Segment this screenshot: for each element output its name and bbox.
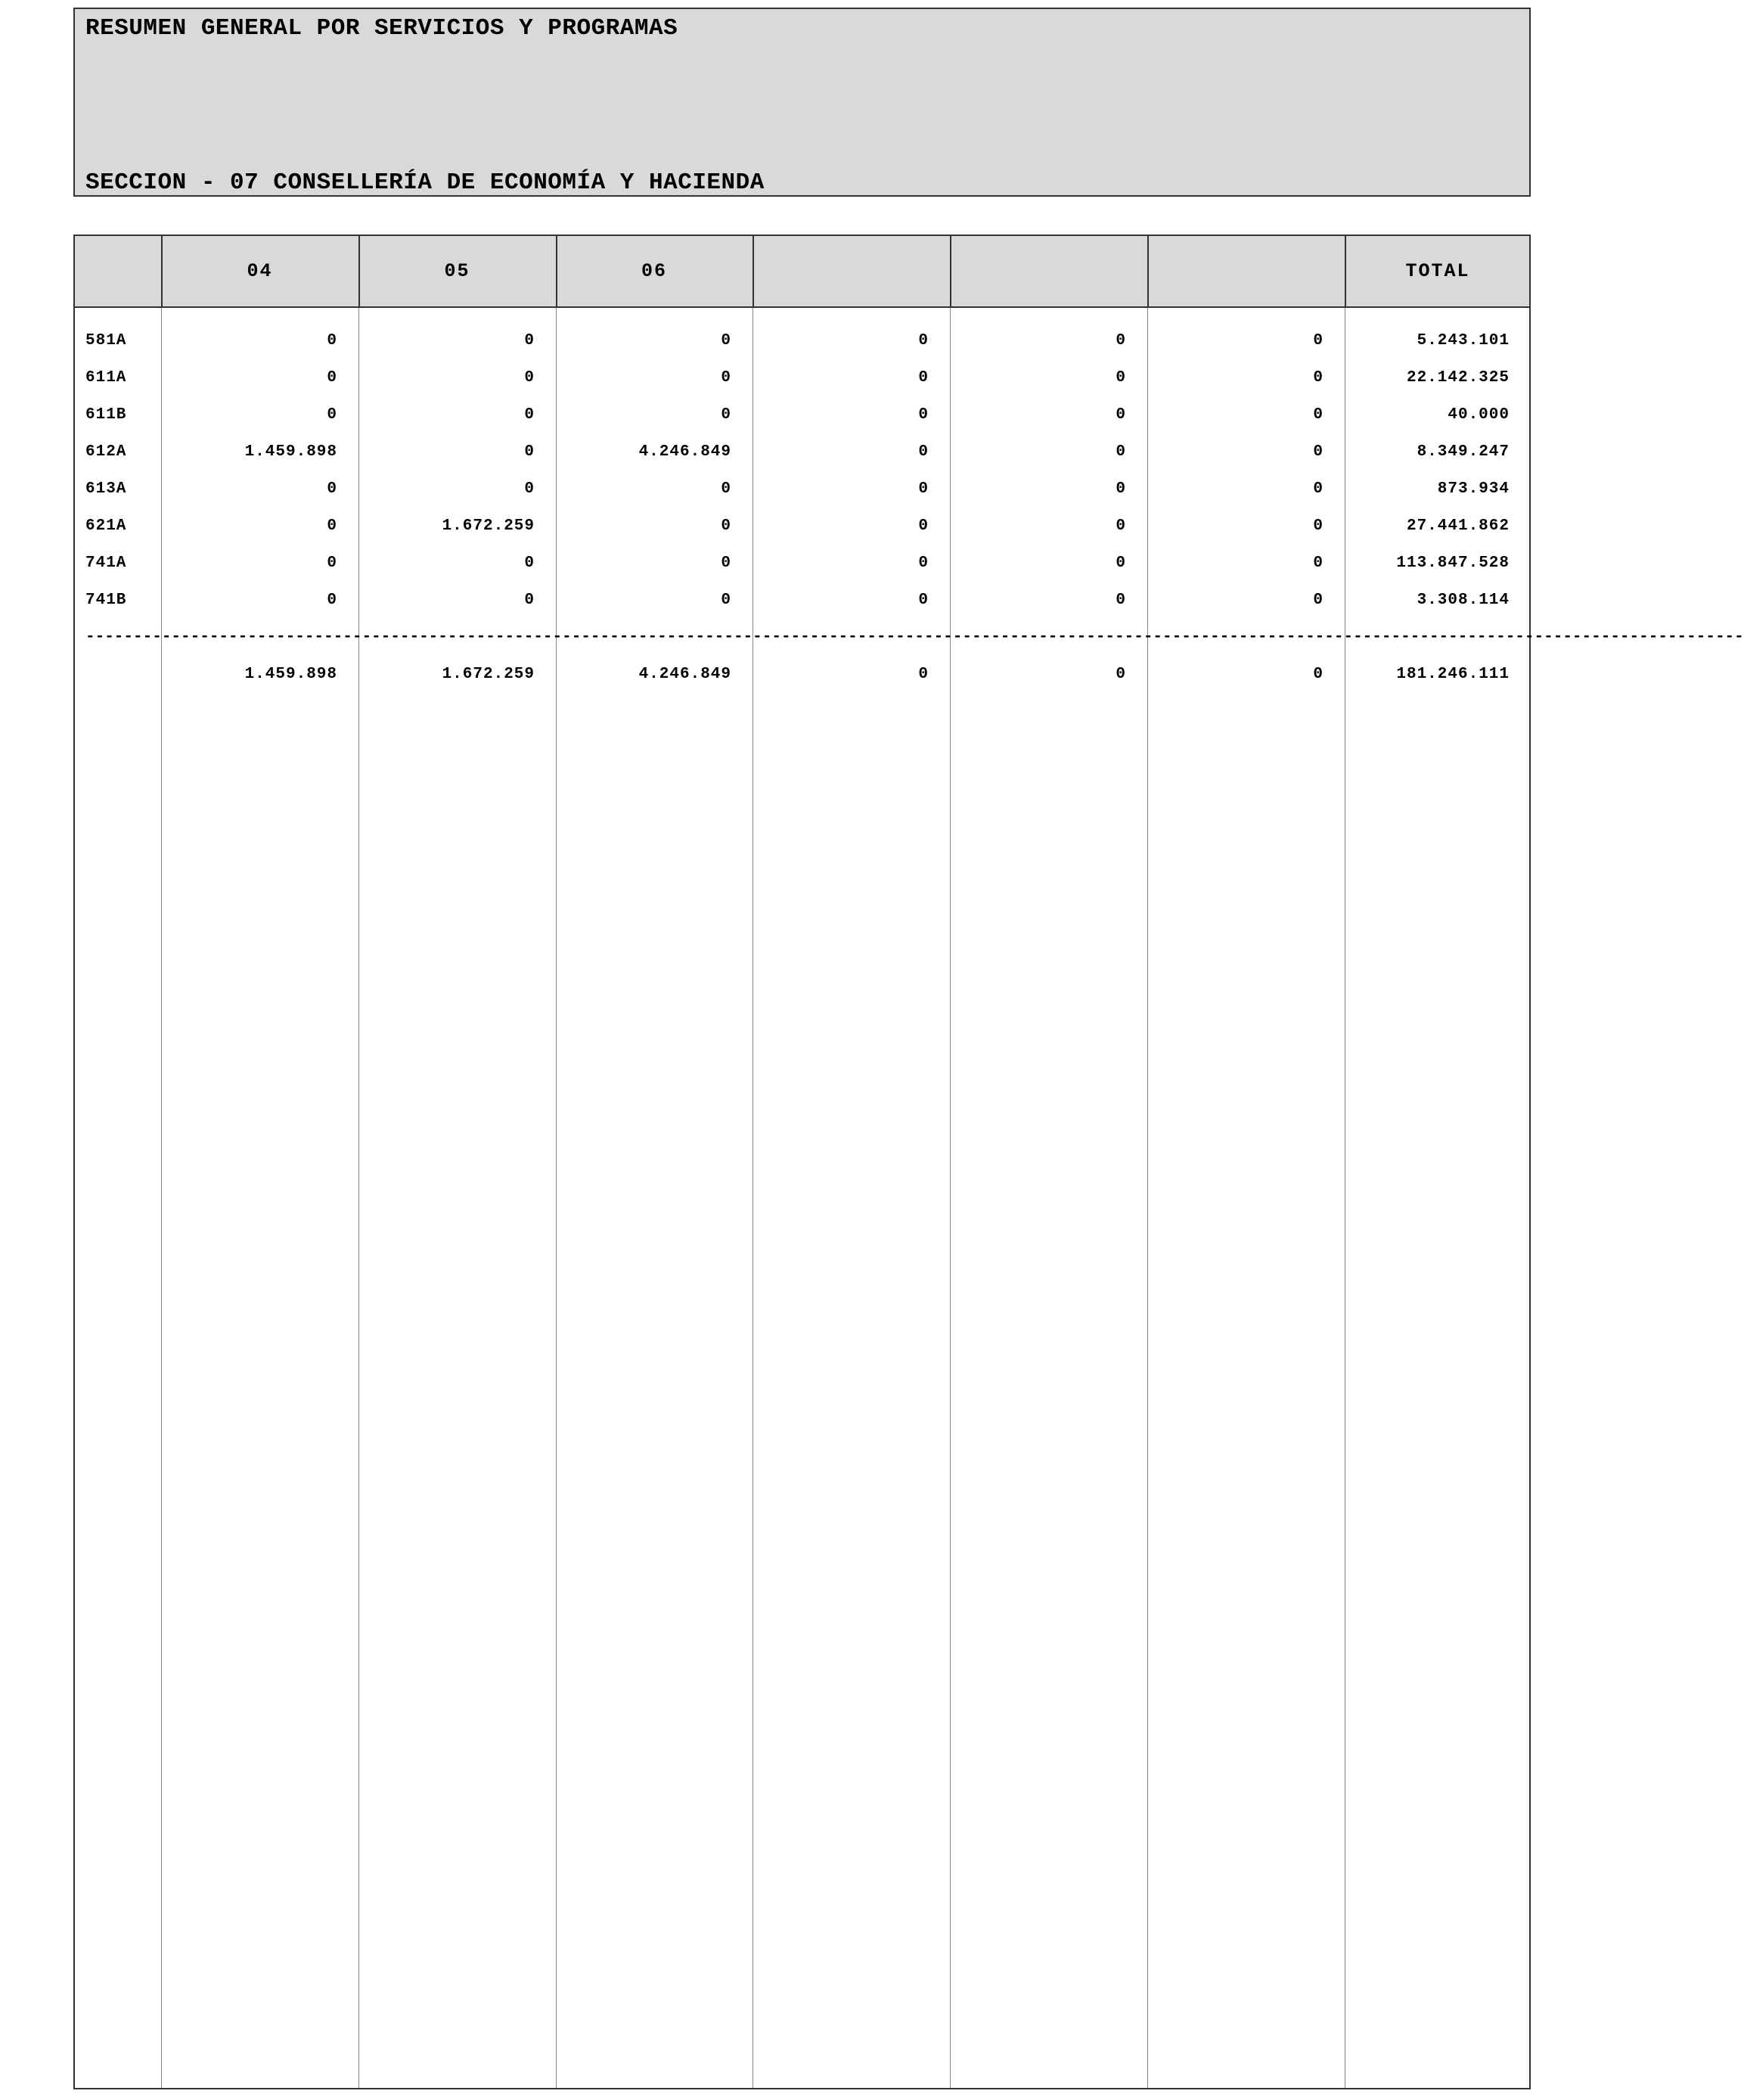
value-cell: 0 (524, 480, 535, 498)
value-cell: 0 (721, 480, 731, 498)
value-cell: 0 (721, 555, 731, 572)
separator-row (75, 619, 1744, 656)
value-cell: 0 (918, 369, 929, 387)
value-cell: 0 (918, 555, 929, 572)
value-cell: 0 (1116, 666, 1126, 683)
value-cell: 27.441.862 (1406, 517, 1510, 535)
value-cell: 0 (524, 406, 535, 424)
value-cell: 0 (721, 332, 731, 349)
value-cell: 0 (1116, 369, 1126, 387)
value-cell: 0 (918, 443, 929, 461)
value-cell: 0 (1313, 332, 1324, 349)
column-header (75, 236, 161, 306)
totals-row (75, 656, 1529, 693)
value-cell: 0 (1313, 666, 1324, 683)
value-cell: 0 (1313, 517, 1324, 535)
table-row (75, 322, 1529, 359)
column-header (1147, 236, 1345, 306)
value-cell: 8.349.247 (1417, 443, 1510, 461)
value-cell: 0 (1313, 443, 1324, 461)
value-cell: 0 (918, 592, 929, 609)
value-cell: 0 (1116, 517, 1126, 535)
value-cell: 0 (524, 332, 535, 349)
value-cell: 0 (918, 332, 929, 349)
table-row (75, 545, 1529, 582)
value-cell: 873.934 (1437, 480, 1510, 498)
program-code: 741A (85, 555, 127, 572)
program-code: 581A (85, 332, 127, 349)
value-cell: 0 (1116, 406, 1126, 424)
value-cell: 0 (524, 369, 535, 387)
value-cell: 0 (524, 555, 535, 572)
value-cell: 1.459.898 (244, 666, 337, 683)
value-cell: 0 (918, 517, 929, 535)
column-header (753, 236, 950, 306)
value-cell: 113.847.528 (1396, 555, 1510, 572)
value-cell: 0 (524, 443, 535, 461)
value-cell: 0 (1116, 480, 1126, 498)
value-cell: 0 (1313, 406, 1324, 424)
column-header (950, 236, 1147, 306)
table-row (75, 396, 1529, 433)
table-row (75, 508, 1529, 545)
value-cell: 0 (1116, 443, 1126, 461)
table-row (75, 433, 1529, 471)
value-cell: 0 (1313, 369, 1324, 387)
value-cell: 40.000 (1448, 406, 1510, 424)
value-cell: 0 (918, 480, 929, 498)
value-cell: 3.308.114 (1417, 592, 1510, 609)
summary-table (73, 235, 1744, 2089)
value-cell: 0 (327, 555, 337, 572)
program-code: 611B (85, 406, 127, 424)
table-row (75, 359, 1529, 396)
value-cell: 1.459.898 (244, 443, 337, 461)
value-cell: 0 (1313, 555, 1324, 572)
value-cell: 1.672.259 (442, 517, 535, 535)
value-cell: 0 (1313, 480, 1324, 498)
value-cell: 0 (524, 592, 535, 609)
value-cell: 0 (721, 369, 731, 387)
value-cell: 0 (327, 332, 337, 349)
section-title: SECCION - 07 CONSELLERÍA DE ECONOMÍA Y HACIENDA (85, 169, 765, 196)
value-cell: 181.246.111 (1396, 666, 1510, 683)
column-header: 04 (247, 260, 273, 282)
column-header: 06 (641, 260, 667, 282)
value-cell: 0 (721, 592, 731, 609)
column-header: TOTAL (1405, 260, 1470, 282)
value-cell: 22.142.325 (1406, 369, 1510, 387)
program-code: 621A (85, 517, 127, 535)
value-cell: 0 (327, 592, 337, 609)
value-cell: 0 (1313, 592, 1324, 609)
value-cell: 4.246.849 (638, 666, 731, 683)
table-row (75, 582, 1529, 619)
table-row (75, 471, 1529, 508)
report-title: RESUMEN GENERAL POR SERVICIOS Y PROGRAMAS (85, 15, 678, 42)
value-cell: 5.243.101 (1417, 332, 1510, 349)
program-code: 612A (85, 443, 127, 461)
value-cell: 0 (1116, 332, 1126, 349)
value-cell: 0 (1116, 555, 1126, 572)
value-cell: 0 (918, 406, 929, 424)
value-cell: 0 (1116, 592, 1126, 609)
value-cell: 0 (327, 480, 337, 498)
dashed-separator: ------------------------------------------------------------------------------------------------------------------------------------------------------------------------------ (85, 629, 1744, 646)
value-cell: 0 (327, 517, 337, 535)
value-cell: 0 (327, 406, 337, 424)
value-cell: 4.246.849 (638, 443, 731, 461)
value-cell: 0 (721, 517, 731, 535)
report-header (73, 8, 1531, 197)
value-cell: 0 (918, 666, 929, 683)
program-code: 613A (85, 480, 127, 498)
value-cell: 0 (327, 369, 337, 387)
program-code: 741B (85, 592, 127, 609)
value-cell: 0 (721, 406, 731, 424)
program-code: 611A (85, 369, 127, 387)
column-header: 05 (444, 260, 470, 282)
value-cell: 1.672.259 (442, 666, 535, 683)
